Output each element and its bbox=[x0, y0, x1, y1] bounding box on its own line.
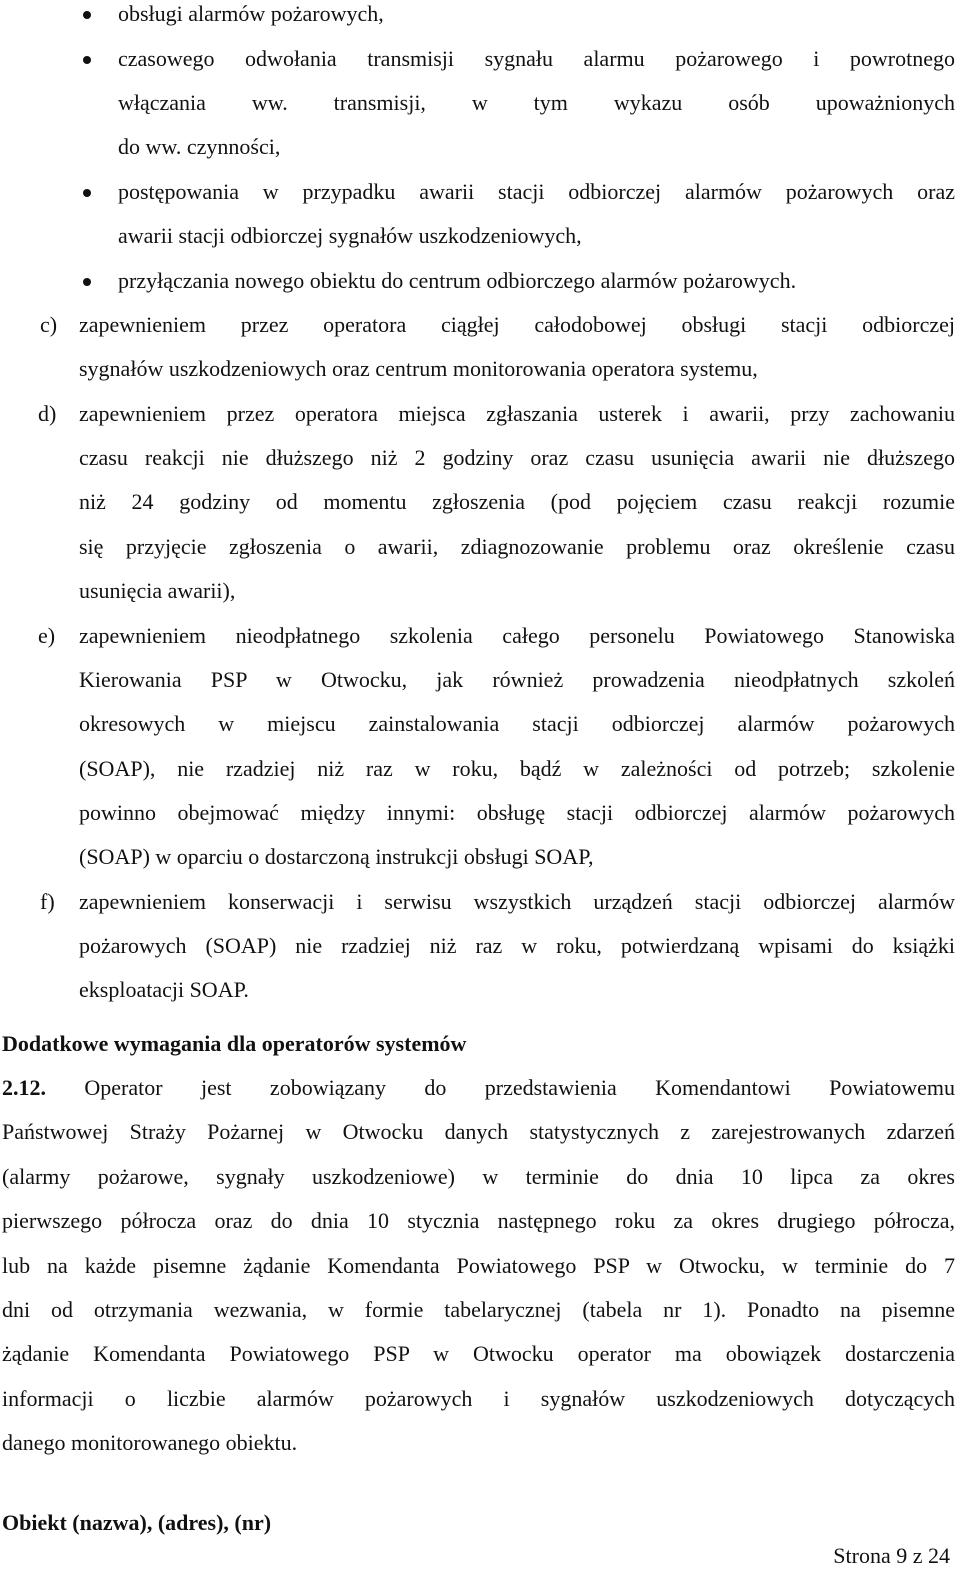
paragraph-number: 2.12. bbox=[2, 1075, 46, 1100]
list-item-line: eksploatacji SOAP. bbox=[79, 977, 249, 1002]
bullet-line: przyłączania nowego obiektu do centrum odbiorczego alarmów pożarowych. bbox=[118, 268, 797, 293]
list-item-line: powinno obejmować między innymi: obsługę stacji odbiorczej alarmów pożarowych bbox=[79, 800, 955, 825]
paragraph-line: dni od otrzymania wezwania, w formie tabelarycznej (tabela nr 1). Ponadto na pisemne bbox=[2, 1297, 955, 1322]
list-marker: d) bbox=[38, 401, 57, 426]
paragraph-text: Operator jest zobowiązany do przedstawienia Komendantowi Powiatowemu bbox=[84, 1075, 955, 1100]
list-marker: f) bbox=[40, 889, 55, 914]
list-item-line: zapewnieniem nieodpłatnego szkolenia całego personelu Powiatowego Stanowiska bbox=[79, 623, 955, 648]
paragraph-line: (alarmy pożarowe, sygnały uszkodzeniowe) w terminie do dnia 10 lipca za okres bbox=[2, 1164, 955, 1189]
bullet-line: czasowego odwołania transmisji sygnału alarmu pożarowego i powrotnego bbox=[118, 46, 955, 71]
list-item-line: pożarowych (SOAP) nie rzadziej niż raz w roku, potwierdzaną wpisami do książki bbox=[79, 933, 955, 958]
list-item-line: sygnałów uszkodzeniowych oraz centrum monitorowania operatora systemu, bbox=[79, 356, 758, 381]
bullet-line: postępowania w przypadku awarii stacji odbiorczej alarmów pożarowych oraz bbox=[118, 179, 955, 204]
list-marker: e) bbox=[38, 623, 56, 648]
object-heading: Obiekt (nazwa), (adres), (nr) bbox=[2, 1510, 272, 1535]
bullet-dot bbox=[83, 11, 91, 19]
bullet-line: włączania ww. transmisji, w tym wykazu osób upoważnionych bbox=[118, 90, 955, 115]
list-item-line: usunięcia awarii), bbox=[79, 578, 236, 603]
list-item-line: niż 24 godziny od momentu zgłoszenia (pod pojęciem czasu reakcji rozumie bbox=[79, 489, 955, 514]
paragraph-line: lub na każde pisemne żądanie Komendanta Powiatowego PSP w Otwocku, w terminie do 7 bbox=[2, 1253, 955, 1278]
bullet-dot bbox=[83, 56, 91, 64]
bullet-line: do ww. czynności, bbox=[118, 134, 281, 159]
paragraph-line: żądanie Komendanta Powiatowego PSP w Otwocku operator ma obowiązek dostarczenia bbox=[2, 1341, 955, 1366]
list-item-line: (SOAP), nie rzadziej niż raz w roku, bądź w zależności od potrzeb; szkolenie bbox=[79, 756, 955, 781]
paragraph-first-line bbox=[2, 1074, 955, 1102]
list-marker: c) bbox=[40, 312, 58, 337]
bullet-line: obsługi alarmów pożarowych, bbox=[118, 1, 384, 26]
paragraph-line: danego monitorowanego obiektu. bbox=[2, 1430, 298, 1455]
bullet-dot bbox=[83, 189, 91, 197]
paragraph-line: informacji o liczbie alarmów pożarowych i sygnałów uszkodzeniowych dotyczących bbox=[2, 1386, 955, 1411]
page-number: Strona 9 z 24 bbox=[833, 1543, 950, 1568]
list-item-line: czasu reakcji nie dłuższego niż 2 godziny oraz czasu usunięcia awarii nie dłuższego bbox=[79, 445, 955, 470]
list-item-line: zapewnieniem przez operatora ciągłej całodobowej obsługi stacji odbiorczej bbox=[79, 312, 955, 337]
bullet-dot bbox=[83, 278, 91, 286]
list-item-line: okresowych w miejscu zainstalowania stacji odbiorczej alarmów pożarowych bbox=[79, 711, 955, 736]
list-item-line: zapewnieniem konserwacji i serwisu wszystkich urządzeń stacji odbiorczej alarmów bbox=[79, 889, 955, 914]
list-item-line: zapewnieniem przez operatora miejsca zgłaszania usterek i awarii, przy zachowaniu bbox=[79, 401, 955, 426]
paragraph-line: Państwowej Straży Pożarnej w Otwocku danych statystycznych z zarejestrowanych zdarzeń bbox=[2, 1119, 955, 1144]
paragraph-line: pierwszego półrocza oraz do dnia 10 stycznia następnego roku za okres drugiego półrocza, bbox=[2, 1208, 955, 1233]
list-item-line: (SOAP) w oparciu o dostarczoną instrukcji obsługi SOAP, bbox=[79, 844, 594, 869]
bullet-line: awarii stacji odbiorczej sygnałów uszkodzeniowych, bbox=[118, 223, 582, 248]
list-item-line: się przyjęcie zgłoszenia o awarii, zdiagnozowanie problemu oraz określenie czasu bbox=[79, 534, 955, 559]
section-heading: Dodatkowe wymagania dla operatorów systemów bbox=[2, 1031, 467, 1056]
list-item-line: Kierowania PSP w Otwocku, jak również prowadzenia nieodpłatnych szkoleń bbox=[79, 667, 955, 692]
